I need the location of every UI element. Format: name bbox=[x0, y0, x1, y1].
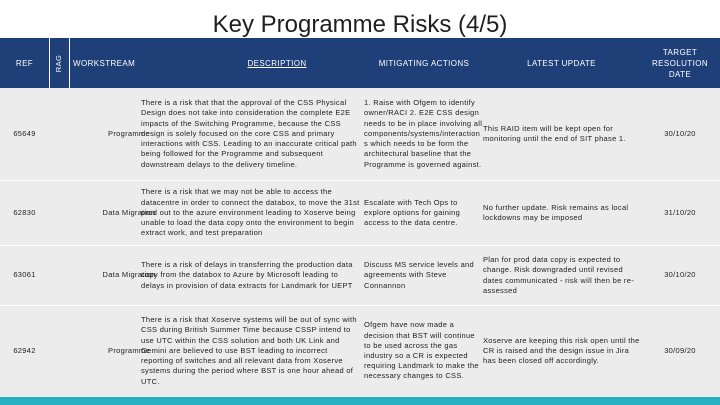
latest-update-cell: Plan for prod data copy is expected to change. Risk downgraded until revised dates communicated - risk will then be re-assessed bbox=[483, 255, 634, 295]
table-row bbox=[0, 306, 720, 396]
workstream-cell: Programme bbox=[108, 345, 150, 355]
description-cell: There is a risk that that the approval of the CSS Physical Design does not take into consideration the complete E2E impacts of the Switching Programme, because the CSS design is solely focused on the core CSS and primary interactions with CSS. Leading to an inaccurate critical path being followed for the Programme and subsequent downstream delays to the delivery timeline. bbox=[141, 98, 357, 169]
ref-cell: 62942 bbox=[13, 345, 36, 355]
header-divider bbox=[69, 38, 70, 88]
target-date-cell: 31/10/20 bbox=[664, 207, 696, 217]
column-header-rag bbox=[49, 38, 69, 88]
workstream-cell: Programme bbox=[108, 128, 150, 138]
column-header-target-resolution-date: TARGET RESOLUTION DATE bbox=[640, 38, 720, 88]
column-header-ref: REF bbox=[0, 38, 49, 88]
description-cell: There is a risk that we may not be able to access the datacentre in order to connect the databox, to move the 31st prod out to the azure environment leading to Xoserve being unable to load the data copy onto the environment to begin extract work, and test preparation bbox=[141, 187, 360, 238]
latest-update-cell: This RAID item will be kept open for monitoring until the end of SIT phase 1. bbox=[483, 123, 626, 143]
column-header-description-label: DESCRIPTION bbox=[247, 58, 307, 68]
page-title: Key Programme Risks (4/5) bbox=[212, 11, 508, 38]
latest-update-cell: No further update. Risk remains as local lockdowns may be imposed bbox=[483, 202, 629, 222]
workstream-cell: Data Migration bbox=[102, 270, 156, 280]
ref-cell: 62830 bbox=[13, 207, 36, 217]
mitigating-actions-cell: 1. Raise with Ofgem to identify owner/RACI 2. E2E CSS design needs to be in place involving all components/systems/interaction s which needs to be form the architectural baseline that the Programme is governed against. bbox=[364, 98, 483, 169]
rag-cell bbox=[49, 88, 69, 180]
rag-cell bbox=[49, 306, 69, 396]
table-row bbox=[0, 181, 720, 245]
footer-accent-bar bbox=[0, 397, 720, 405]
table-row bbox=[0, 246, 720, 305]
rag-cell bbox=[49, 246, 69, 305]
column-header-workstream: WORKSTREAM bbox=[69, 38, 189, 88]
target-date-cell: 30/10/20 bbox=[664, 270, 696, 280]
mitigating-actions-cell: Discuss MS service levels and agreements with Steve Connannon bbox=[364, 260, 474, 290]
column-header-rag-label: RAG bbox=[54, 54, 64, 72]
ref-cell: 63061 bbox=[13, 270, 36, 280]
mitigating-actions-cell: Ofgem have now made a decision that BST will continue to be used across the gas industry so a CR is expected requiring Landmark to make the necessary changes to CSS. bbox=[364, 320, 479, 381]
column-header-description bbox=[189, 38, 365, 88]
table-row bbox=[0, 88, 720, 180]
column-header-mitigating-actions: MITIGATING ACTIONS bbox=[365, 38, 483, 88]
latest-update-cell: Xoserve are keeping this risk open until the CR is raised and the design issue in Jira has been closed off accordingly. bbox=[483, 335, 640, 366]
target-date-cell: 30/09/20 bbox=[664, 345, 696, 355]
target-date-cell: 30/10/20 bbox=[664, 128, 696, 138]
description-cell: There is a risk that Xoserve systems will be out of sync with CSS during British Summer Time because CSSP intend to use UTC within the CSS solution and both UK Link and Gemini are believed to use BST leading to incorrect reporting of switches and all relevant data from Xoserve systems during the period where BST is one hour ahead of UTC. bbox=[141, 315, 357, 386]
header-divider bbox=[49, 38, 50, 88]
column-header-latest-update: LATEST UPDATE bbox=[483, 38, 640, 88]
ref-cell: 65649 bbox=[13, 128, 36, 138]
description-cell: There is a risk of delays in transferring the production data copy from the databox to Azure by Microsoft leading to delays in provision of data extracts for Landmark for UEPT bbox=[141, 260, 353, 290]
workstream-cell: Data Migration bbox=[102, 207, 156, 217]
mitigating-actions-cell: Escalate with Tech Ops to explore options for gaining access to the data centre. bbox=[364, 197, 461, 228]
rag-cell bbox=[49, 181, 69, 245]
